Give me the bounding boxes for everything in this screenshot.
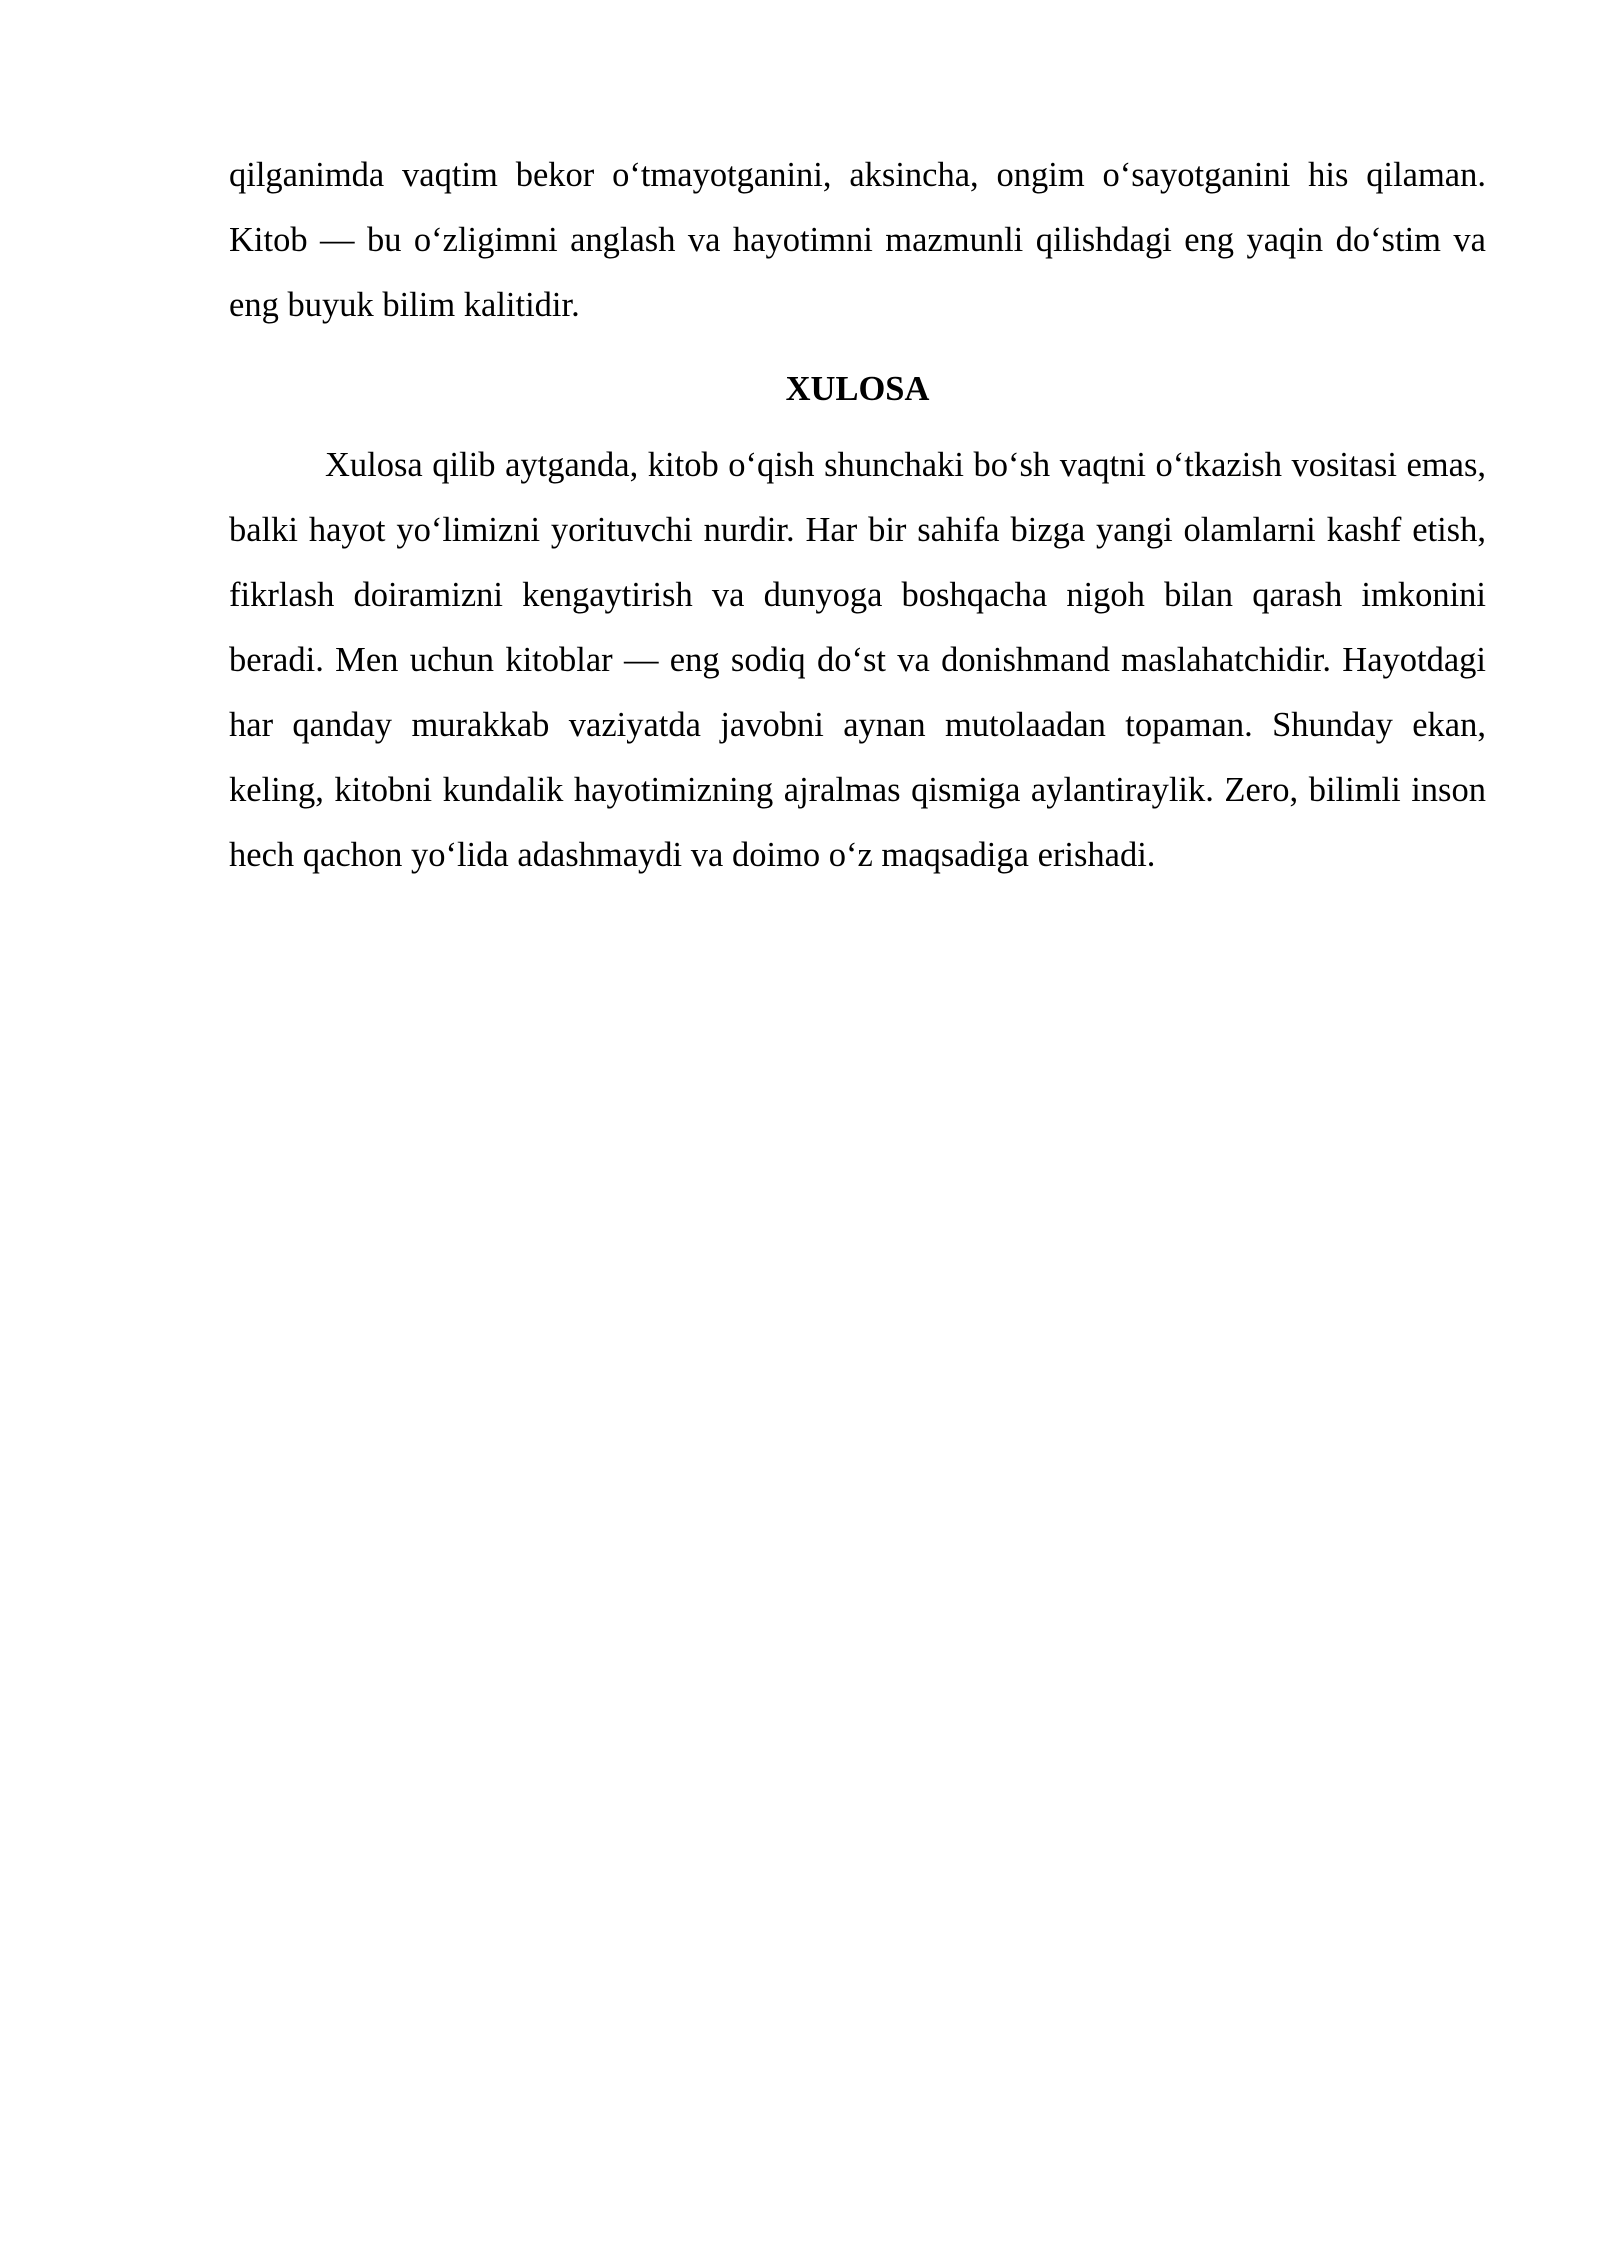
section-heading: XULOSA (785, 370, 930, 408)
page-content (229, 143, 1486, 888)
conclusion-paragraph: Xulosa qilib aytganda, kitob o‘qish shunchaki bo‘sh vaqtni o‘tkazish vositasi emas, balki hayot yo‘limizni yorituvchi nurdir. Har bir sahifa bizga yangi olamlarni kashf etish, fikrlash doiramizni kengaytirish va dunyoga boshqacha nigoh bilan qarash imkonini beradi. Men uchun kitoblar — eng sodiq do‘st va donishmand maslahatchidir. Hayotdagi har qanday murakkab vaziyatda javobni aynan mutolaadan topaman. Shunday ekan, keling, kitobni kundalik hayotimizning ajralmas qismiga aylantiraylik. Zero, bilimli inson hech qachon yo‘lida adashmaydi va doimo o‘z maqsadiga erishadi. (229, 446, 1486, 874)
intro-paragraph: qilganimda vaqtim bekor o‘tmayotganini, aksincha, ongim o‘sayotganini his qilaman. Kitob — bu o‘zligimni anglash va hayotimni mazmunli qilishdagi eng yaqin do‘stim va eng buyuk bilim kalitidir. (229, 156, 1486, 324)
